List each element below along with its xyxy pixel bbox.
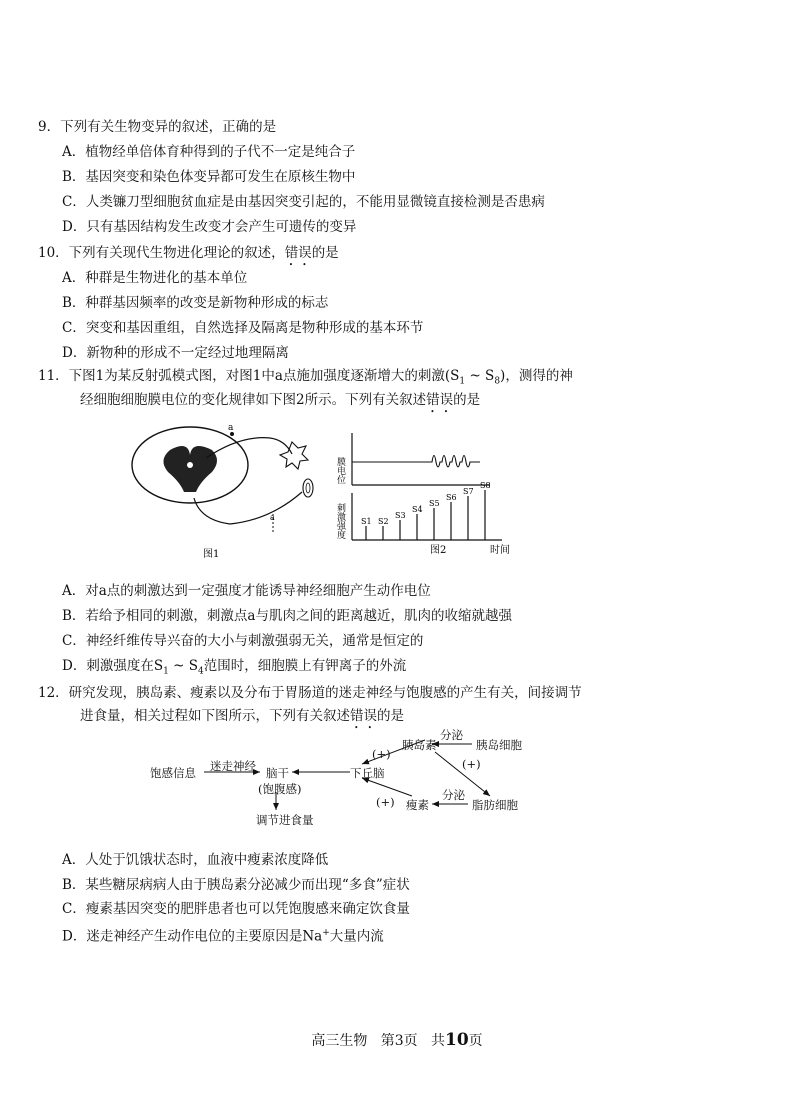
stimulus-label: S5 (429, 499, 440, 508)
secrete-label-1: 分泌 (440, 728, 463, 742)
y-label-potential: 膜电位 (335, 457, 345, 484)
regulate-intake-node: 调节进食量 (256, 813, 314, 827)
q10-option-a: A．种群是生物进化的基本单位 (62, 270, 248, 286)
q12-option-a: A．人处于饥饿状态时，血液中瘦素浓度降低 (62, 852, 329, 868)
stimulus-label: S4 (412, 505, 423, 514)
brainstem-node: 脑干 (266, 766, 289, 780)
insulin-node: 胰岛素 (402, 738, 437, 752)
fat-cells-node: 脂肪细胞 (472, 798, 518, 812)
q9-option-c: C．人类镰刀型细胞贫血症是由基因突变引起的，不能用显微镜直接检测是否患病 (62, 194, 545, 210)
q11-option-c: C．神经纤维传导兴奋的大小与刺激强弱无关，通常是恒定的 (62, 633, 424, 649)
footer-subject: 高三生物 (311, 1033, 368, 1049)
q12-option-c: C．瘦素基因突变的肥胖患者也可以凭饱腹感来确定饮食量 (62, 901, 410, 917)
footer-total: 10 (444, 1030, 469, 1050)
q10-option-b: B．种群基因频率的改变是新物种形成的标志 (62, 295, 329, 311)
muscle-icon (303, 479, 313, 497)
stimulus-label: S8 (480, 481, 491, 490)
q12-stem-line2: 进食量，相关过程如下图所示，下列有关叙述错误的是 (80, 708, 404, 724)
plus-sign-3: (+) (376, 795, 395, 809)
q11-option-d: D．刺激强度在$S_1$ ~ $S_4$范围时，细胞膜上有钾离子的外流 (62, 658, 407, 677)
point-a-label: a (228, 423, 234, 433)
plus-sign-1: (+) (372, 747, 391, 761)
q9-stem: 9．下列有关生物变异的叙述，正确的是 (38, 119, 277, 135)
q12-option-b: B．某些糖尿病病人由于胰岛素分泌减少而出现“多食”症状 (62, 877, 410, 893)
stimulus-label: S7 (463, 487, 474, 496)
q12-option-d: D．迷走神经产生动作电位的主要原因是Na+大量内流 (62, 928, 384, 945)
q9-option-d: D．只有基因结构发生改变才会产生可遗传的变异 (62, 219, 357, 235)
footer-page: 第3页 (380, 1033, 418, 1049)
satiety-info-node: 饱感信息 (150, 766, 196, 780)
secrete-label-2: 分泌 (442, 788, 465, 802)
y-label-stimulus: 刺激强度 (335, 503, 345, 539)
figure1-caption: 图1 (203, 549, 220, 560)
svg-text:a: a (270, 513, 275, 522)
q11-stem-line1: 11．下图1为某反射弧模式图，对图1中a点施加强度逐渐增大的刺激($S_1$ ~ $S_8$)，测得的神 (38, 368, 573, 387)
reflex-arc-figure (130, 420, 330, 565)
leptin-node: 瘦素 (406, 798, 429, 812)
q12-emphasis: 错误 (350, 708, 377, 724)
page-footer: 高三生物 第3页 共10页 (311, 1030, 483, 1050)
islet-cells-node: 胰岛细胞 (476, 738, 522, 752)
q12-stem-line1: 12．研究发现，胰岛素、瘦素以及分布于胃肠道的迷走神经与饱腹感的产生有关，间接调节 (38, 685, 582, 701)
x-label-time: 时间 (490, 545, 510, 555)
q11-option-a: A．对a点的刺激达到一定强度才能诱导神经细胞产生动作电位 (62, 583, 431, 599)
stimulus-label: S6 (446, 493, 457, 502)
q10-emphasis: 错误 (284, 245, 312, 261)
satiety-node: (饱腹感) (258, 782, 302, 796)
potential-trace (352, 456, 480, 468)
stimulus-chart (330, 425, 520, 555)
figure2-caption: 图2 (430, 545, 447, 555)
q11-option-b: B．若给予相同的刺激，刺激点a与肌肉之间的距离越近，肌肉的收缩就越强 (62, 608, 512, 624)
q10-stem: 10．下列有关现代生物进化理论的叙述，错误的是 (38, 245, 339, 261)
q11-stem-line2: 经细胞细胞膜电位的变化规律如下图2所示。下列有关叙述错误的是 (80, 392, 481, 408)
receptor-icon (280, 442, 308, 469)
plus-sign-2: (+) (462, 757, 481, 771)
vagus-label: 迷走神经 (210, 759, 256, 773)
q10-option-d: D．新物种的形成不一定经过地理隔离 (62, 345, 289, 361)
q9-option-a: A．植物经单倍体育种得到的子代不一定是纯合子 (62, 144, 356, 160)
q10-option-c: C．突变和基因重组，自然选择及隔离是物种形成的基本环节 (62, 320, 424, 336)
hypothalamus-node: 下丘脑 (350, 766, 385, 780)
stimulus-label: S3 (395, 511, 406, 520)
q11-emphasis: 错误 (426, 392, 454, 408)
q9-option-b: B．基因突变和染色体变异都可发生在原核生物中 (62, 169, 356, 185)
stimulus-label: S1 (361, 517, 372, 526)
stimulus-label: S2 (378, 517, 389, 526)
